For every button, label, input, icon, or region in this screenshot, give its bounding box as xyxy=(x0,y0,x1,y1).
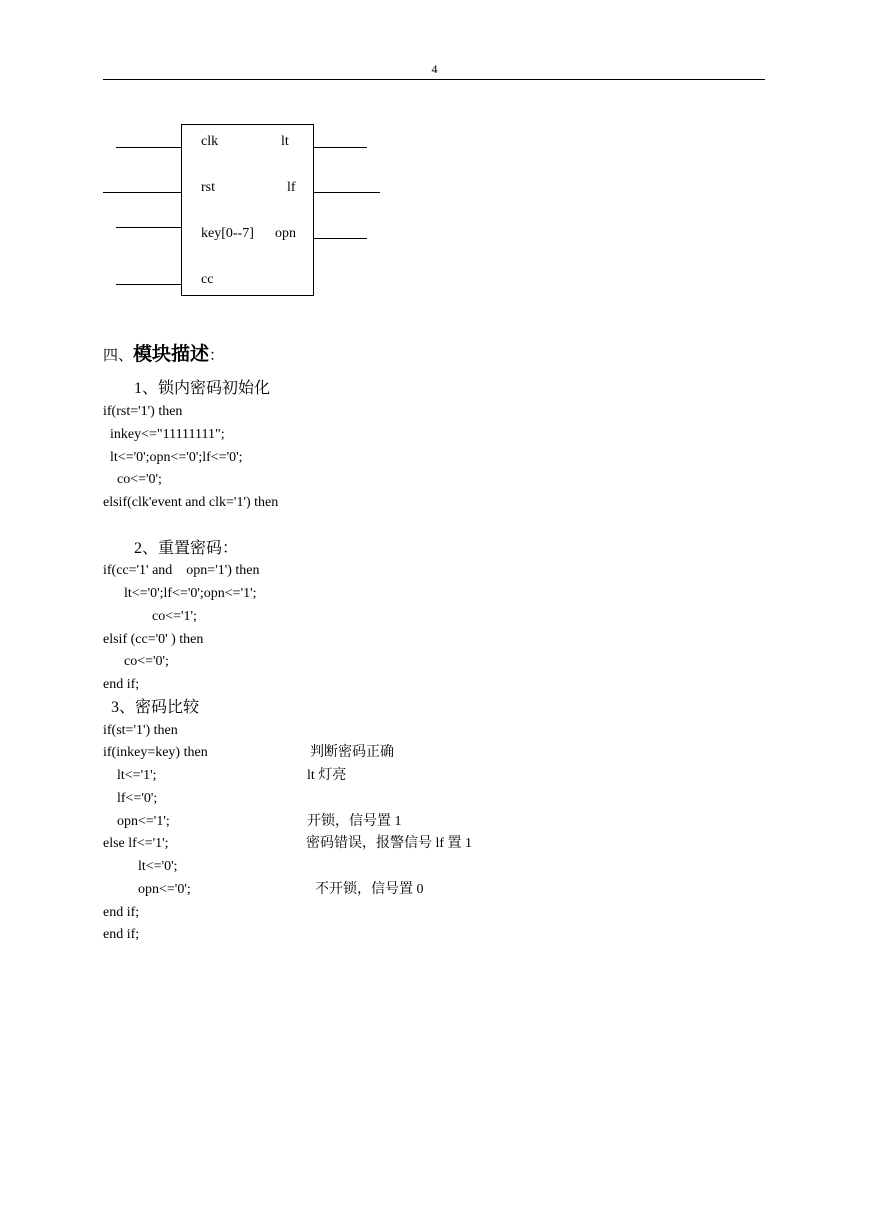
page-number: 4 xyxy=(431,62,438,76)
wire-rst xyxy=(103,192,181,193)
sub2-title: 2、重置密码： xyxy=(134,540,239,557)
code-line: if(rst='1') then xyxy=(103,404,183,419)
code-comment: 开锁，信号置 1 xyxy=(307,814,402,829)
section-suffix: ： xyxy=(209,348,225,364)
header-rule xyxy=(103,79,765,80)
code-comment: 判断密码正确 xyxy=(310,745,394,760)
code-line: end if; xyxy=(103,927,140,942)
code-line: opn<='0'; xyxy=(103,882,191,897)
port-lt: lt xyxy=(281,134,289,149)
wire-lt xyxy=(313,147,367,148)
section-title: 模块描述 xyxy=(133,344,210,365)
wire-lf xyxy=(313,192,380,193)
port-clk: clk xyxy=(201,134,219,149)
wire-opn xyxy=(313,238,367,239)
code-comment: 不开锁，信号置 0 xyxy=(315,882,424,897)
code-line: co<='1'; xyxy=(103,609,197,624)
code-line: co<='0'; xyxy=(103,654,169,669)
code-line: lt<='0';lf<='0';opn<='1'; xyxy=(103,586,257,601)
code-line: lt<='0';opn<='0';lf<='0'; xyxy=(103,450,243,465)
port-key: key[0--7] xyxy=(201,226,254,241)
wire-key xyxy=(116,227,181,228)
sub1-title: 1、锁内密码初始化 xyxy=(134,380,271,397)
section-prefix: 四、 xyxy=(103,348,134,364)
port-opn: opn xyxy=(275,226,296,241)
wire-cc xyxy=(116,284,181,285)
section-heading xyxy=(103,344,224,367)
port-rst: rst xyxy=(201,180,215,195)
code-line: inkey<="11111111"; xyxy=(103,427,225,442)
code-line: if(st='1') then xyxy=(103,723,178,738)
code-line: if(inkey=key) then xyxy=(103,745,208,760)
sub3-title: 3、密码比较 xyxy=(111,699,200,716)
port-lf: lf xyxy=(287,180,296,195)
code-comment: lt 灯亮 xyxy=(307,768,347,783)
code-line: co<='0'; xyxy=(103,472,162,487)
code-line: lt<='1'; xyxy=(103,768,157,783)
wire-clk xyxy=(116,147,181,148)
code-line: end if; xyxy=(103,905,140,920)
code-line: lf<='0'; xyxy=(103,791,158,806)
code-line: elsif (cc='0' ) then xyxy=(103,632,204,647)
port-cc: cc xyxy=(201,272,214,287)
code-line: opn<='1'; xyxy=(103,814,170,829)
code-line: else lf<='1'; xyxy=(103,836,169,851)
code-line: lt<='0'; xyxy=(103,859,178,874)
code-line: elsif(clk'event and clk='1') then xyxy=(103,495,279,510)
code-line: if(cc='1' and opn='1') then xyxy=(103,563,260,578)
code-line: end if; xyxy=(103,677,140,692)
code-comment: 密码错误，报警信号 lf 置 1 xyxy=(306,836,473,851)
